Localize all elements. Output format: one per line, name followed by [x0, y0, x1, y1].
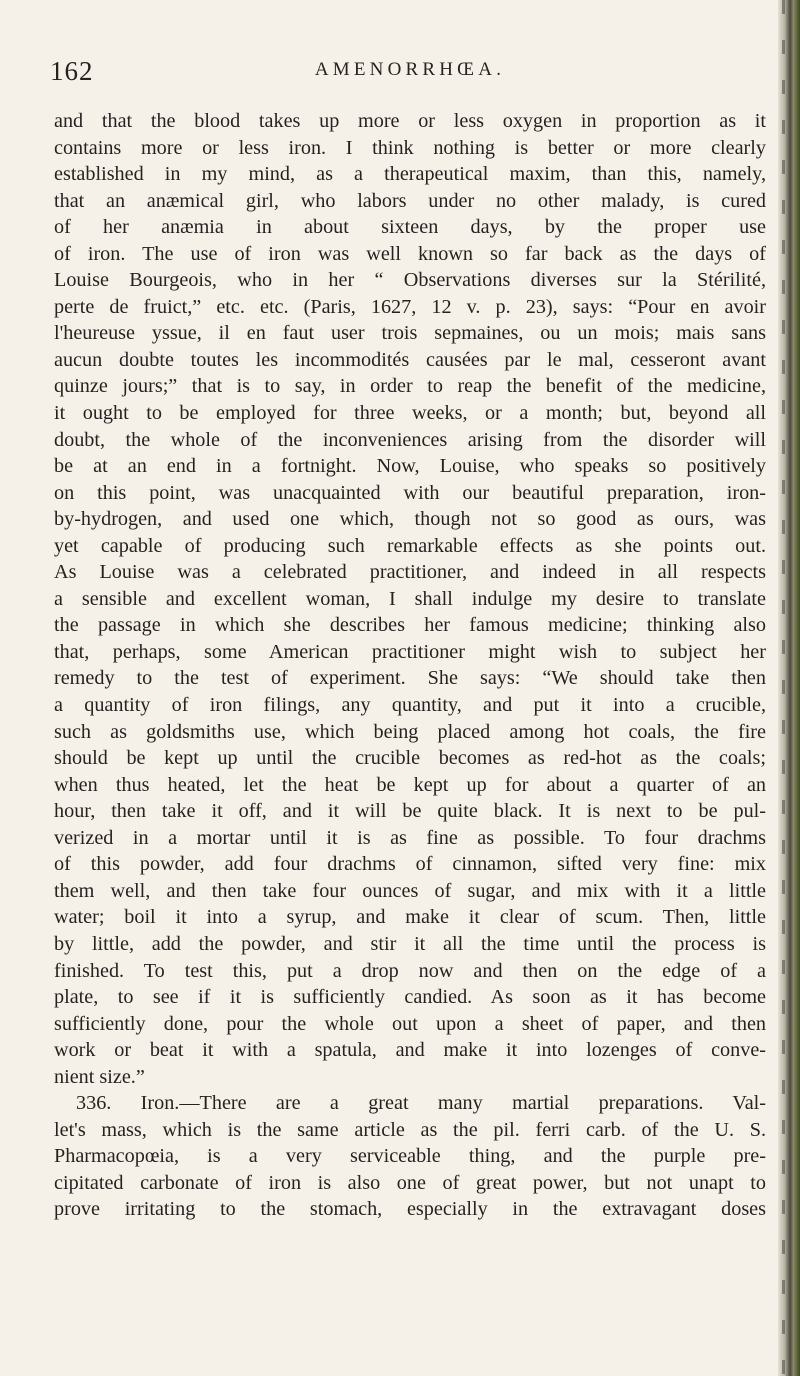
text-line: of this powder, add four drachms of cinnamon, sifted very fine: mix	[54, 853, 766, 876]
text-line: a sensible and excellent woman, I shall indulge my desire to translate	[54, 587, 766, 610]
text-line: should be kept up until the crucible becomes as red-hot as the coals;	[54, 747, 766, 770]
text-line: finished. To test this, put a drop now and then on the edge of a	[54, 959, 766, 982]
text-line: them well, and then take four ounces of sugar, and mix with it a little	[54, 879, 766, 902]
text-line: cipitated carbonate of iron is also one of great power, but not unapt to	[54, 1171, 766, 1194]
text-line: and that the blood takes up more or less oxygen in proportion as it	[54, 110, 766, 132]
page-number: 162	[50, 56, 94, 86]
text-line: work or beat it with a spatula, and make it into lozenges of conve-	[54, 1039, 766, 1062]
body-text	[54, 108, 766, 1223]
text-line: hour, then take it off, and it will be quite black. It is next to be pul-	[54, 800, 766, 823]
page-header	[50, 56, 770, 90]
text-line: by-hydrogen, and used one which, though not so good as ours, was	[54, 508, 766, 531]
text-line: a quantity of iron filings, any quantity, and put it into a crucible,	[54, 694, 766, 717]
text-line: quinze jours;” that is to say, in order to reap the benefit of the medicine,	[54, 375, 766, 398]
text-line: when thus heated, let the heat be kept up for about a quarter of an	[54, 773, 766, 796]
text-line: nient size.”	[54, 1065, 145, 1088]
text-line: l'heureuse yssue, il en faut user trois sepmaines, ou un mois; mais sans	[54, 322, 766, 345]
text-line: perte de fruict,” etc. etc. (Paris, 1627, 12 v. p. 23), says: “Pour en avoir	[54, 295, 766, 318]
book-page-edge	[778, 0, 800, 1376]
text-line: prove irritating to the stomach, especially in the extravagant doses	[54, 1198, 766, 1221]
text-line: that an anæmical girl, who labors under no other malady, is cured	[54, 189, 766, 212]
text-line: let's mass, which is the same article as the pil. ferri carb. of the U. S.	[54, 1118, 766, 1141]
text-line: Louise Bourgeois, who in her “ Observations diverses sur la Stérilité,	[54, 269, 766, 292]
text-line: As Louise was a celebrated practitioner, and indeed in all respects	[54, 561, 766, 584]
text-line: on this point, was unacquainted with our beautiful preparation, iron-	[54, 481, 766, 504]
text-line: such as goldsmiths use, which being placed among hot coals, the fire	[54, 720, 766, 743]
running-head: AMENORRHŒA.	[314, 59, 506, 80]
text-line: that, perhaps, some American practitioner might wish to subject her	[54, 640, 766, 663]
text-line: contains more or less iron. I think nothing is better or more clearly	[54, 136, 766, 159]
text-line: by little, add the powder, and stir it all the time until the process is	[54, 932, 766, 955]
text-line: sufficiently done, pour the whole out upon a sheet of paper, and then	[54, 1012, 766, 1035]
text-line: water; boil it into a syrup, and make it clear of scum. Then, little	[54, 906, 766, 929]
section-336-heading-line: 336. Iron.—There are a great many martial preparations. Val-	[76, 1092, 766, 1115]
text-line: the passage in which she describes her famous medicine; thinking also	[54, 614, 766, 637]
text-line: aucun doubte toutes les incommodités causées par le mal, cesseront avant	[54, 348, 766, 371]
text-line: established in my mind, as a therapeutical maxim, than this, namely,	[54, 163, 766, 186]
text-line: doubt, the whole of the inconveniences arising from the disorder will	[54, 428, 766, 451]
text-line: remedy to the test of experiment. She says: “We should take then	[54, 667, 766, 690]
text-line: plate, to see if it is sufficiently candied. As soon as it has become	[54, 986, 766, 1009]
text-line: of iron. The use of iron was well known so far back as the days of	[54, 242, 766, 265]
text-line: of her anæmia in about sixteen days, by the proper use	[54, 216, 766, 239]
text-line: yet capable of producing such remarkable effects as she points out.	[54, 534, 766, 557]
text-line: be at an end in a fortnight. Now, Louise, who speaks so positively	[54, 455, 766, 478]
text-line: verized in a mortar until it is as fine as possible. To four drachms	[54, 826, 766, 849]
text-line: Pharmacopœia, is a very serviceable thing, and the purple pre-	[54, 1145, 766, 1168]
text-line: it ought to be employed for three weeks, or a month; but, beyond all	[54, 402, 766, 425]
